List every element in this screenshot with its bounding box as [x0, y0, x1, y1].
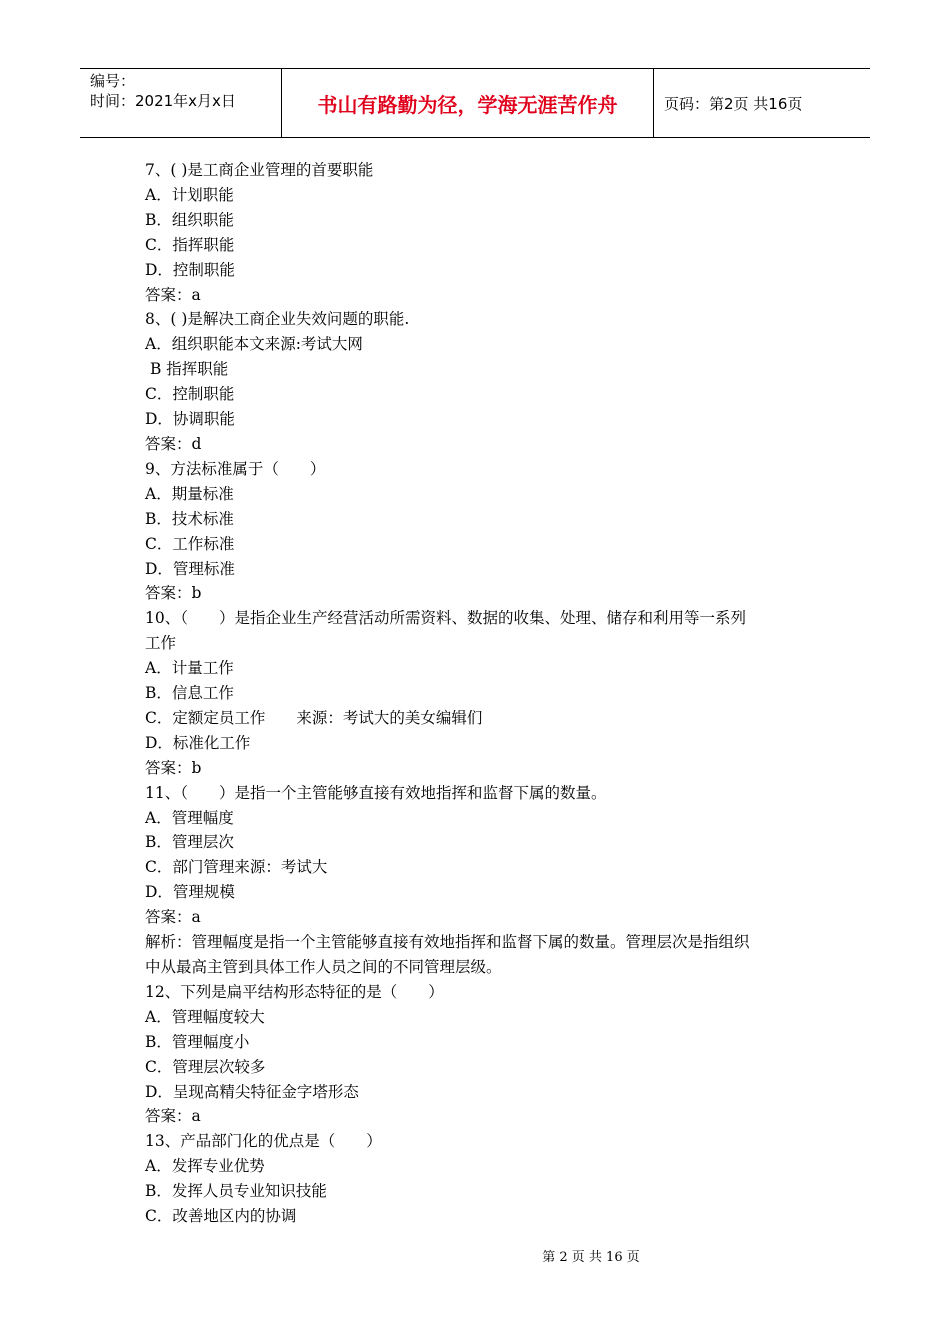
text-line: B 指挥职能: [145, 360, 229, 379]
text-line: 10、（ ）是指企业生产经营活动所需资料、数据的收集、处理、储存和利用等一系列: [145, 609, 746, 628]
text-line: C．工作标准: [145, 534, 235, 553]
header-meta: [80, 69, 282, 137]
text-line: 答案：b: [145, 584, 202, 603]
text-line: B．管理层次: [145, 833, 234, 852]
text-line: A．计量工作: [145, 659, 234, 678]
text-line: 答案：a: [145, 285, 201, 304]
page-info: 页码：第2页 共16页: [664, 94, 803, 113]
text-line: A．管理幅度: [145, 808, 234, 827]
text-line: A．发挥专业优势: [145, 1157, 265, 1176]
footer-page-number: 第 2 页 共 16 页: [542, 1250, 640, 1265]
text-line: 解析：管理幅度是指一个主管能够直接有效地指挥和监督下属的数量。管理层次是指组织: [145, 933, 750, 952]
text-line: 中从最高主管到具体工作人员之间的不同管理层级。: [145, 958, 502, 976]
text-line: 7、( )是工商企业管理的首要职能: [145, 161, 374, 179]
header-page-info-cell: [654, 69, 870, 137]
text-line: C．管理层次较多: [145, 1057, 266, 1076]
text-line: D．呈现高精尖特征金字塔形态: [145, 1082, 359, 1101]
text-line: A．期量标准: [145, 484, 234, 503]
date-label: 时间：2021年x月x日: [90, 92, 236, 110]
text-line: D．标准化工作: [145, 733, 251, 752]
text-line: A．计划职能: [145, 185, 234, 204]
text-line: 12、下列是扁平结构形态特征的是（ ）: [145, 982, 444, 1001]
text-line: C．指挥职能: [145, 235, 235, 254]
text-line: 答案：d: [145, 434, 202, 453]
motto: 书山有路勤为径，学海无涯苦作舟: [317, 92, 618, 117]
text-line: D．管理规模: [145, 883, 235, 902]
text-line: D．管理标准: [145, 559, 235, 578]
text-line: 工作: [145, 634, 177, 653]
text-line: B．信息工作: [145, 684, 234, 703]
text-line: A．管理幅度较大: [145, 1007, 265, 1026]
text-line: 13、产品部门化的优点是（ ）: [145, 1132, 382, 1151]
text-line: 11、（ ）是指一个主管能够直接有效地指挥和监督下属的数量。: [145, 783, 607, 802]
text-line: C．部门管理来源：考试大: [145, 858, 328, 877]
page-footer: [0, 1246, 950, 1265]
text-line: D．协调职能: [145, 410, 235, 429]
text-line: B．技术标准: [145, 509, 234, 528]
text-line: 答案：b: [145, 758, 202, 777]
document-body: [145, 158, 810, 1229]
text-line: B．组织职能: [145, 210, 234, 229]
text-line: D．控制职能: [145, 260, 235, 279]
serial-number-label: 编号：: [90, 72, 136, 90]
text-line: B．发挥人员专业知识技能: [145, 1182, 327, 1201]
text-line: B．管理幅度小: [145, 1032, 250, 1051]
text-line: A．组织职能本文来源:考试大网: [145, 335, 363, 354]
text-line: C．定额定员工作 来源：考试大的美女编辑们: [145, 708, 483, 727]
text-line: C．改善地区内的协调: [145, 1207, 297, 1226]
text-line: 8、( )是解决工商企业失效问题的职能.: [145, 310, 410, 329]
text-line: 答案：a: [145, 908, 201, 927]
text-line: 9、方法标准属于（ ）: [145, 459, 326, 478]
page-header: [80, 68, 870, 138]
header-motto-cell: [282, 69, 654, 137]
text-line: 答案：a: [145, 1107, 201, 1126]
text-line: C．控制职能: [145, 385, 235, 404]
